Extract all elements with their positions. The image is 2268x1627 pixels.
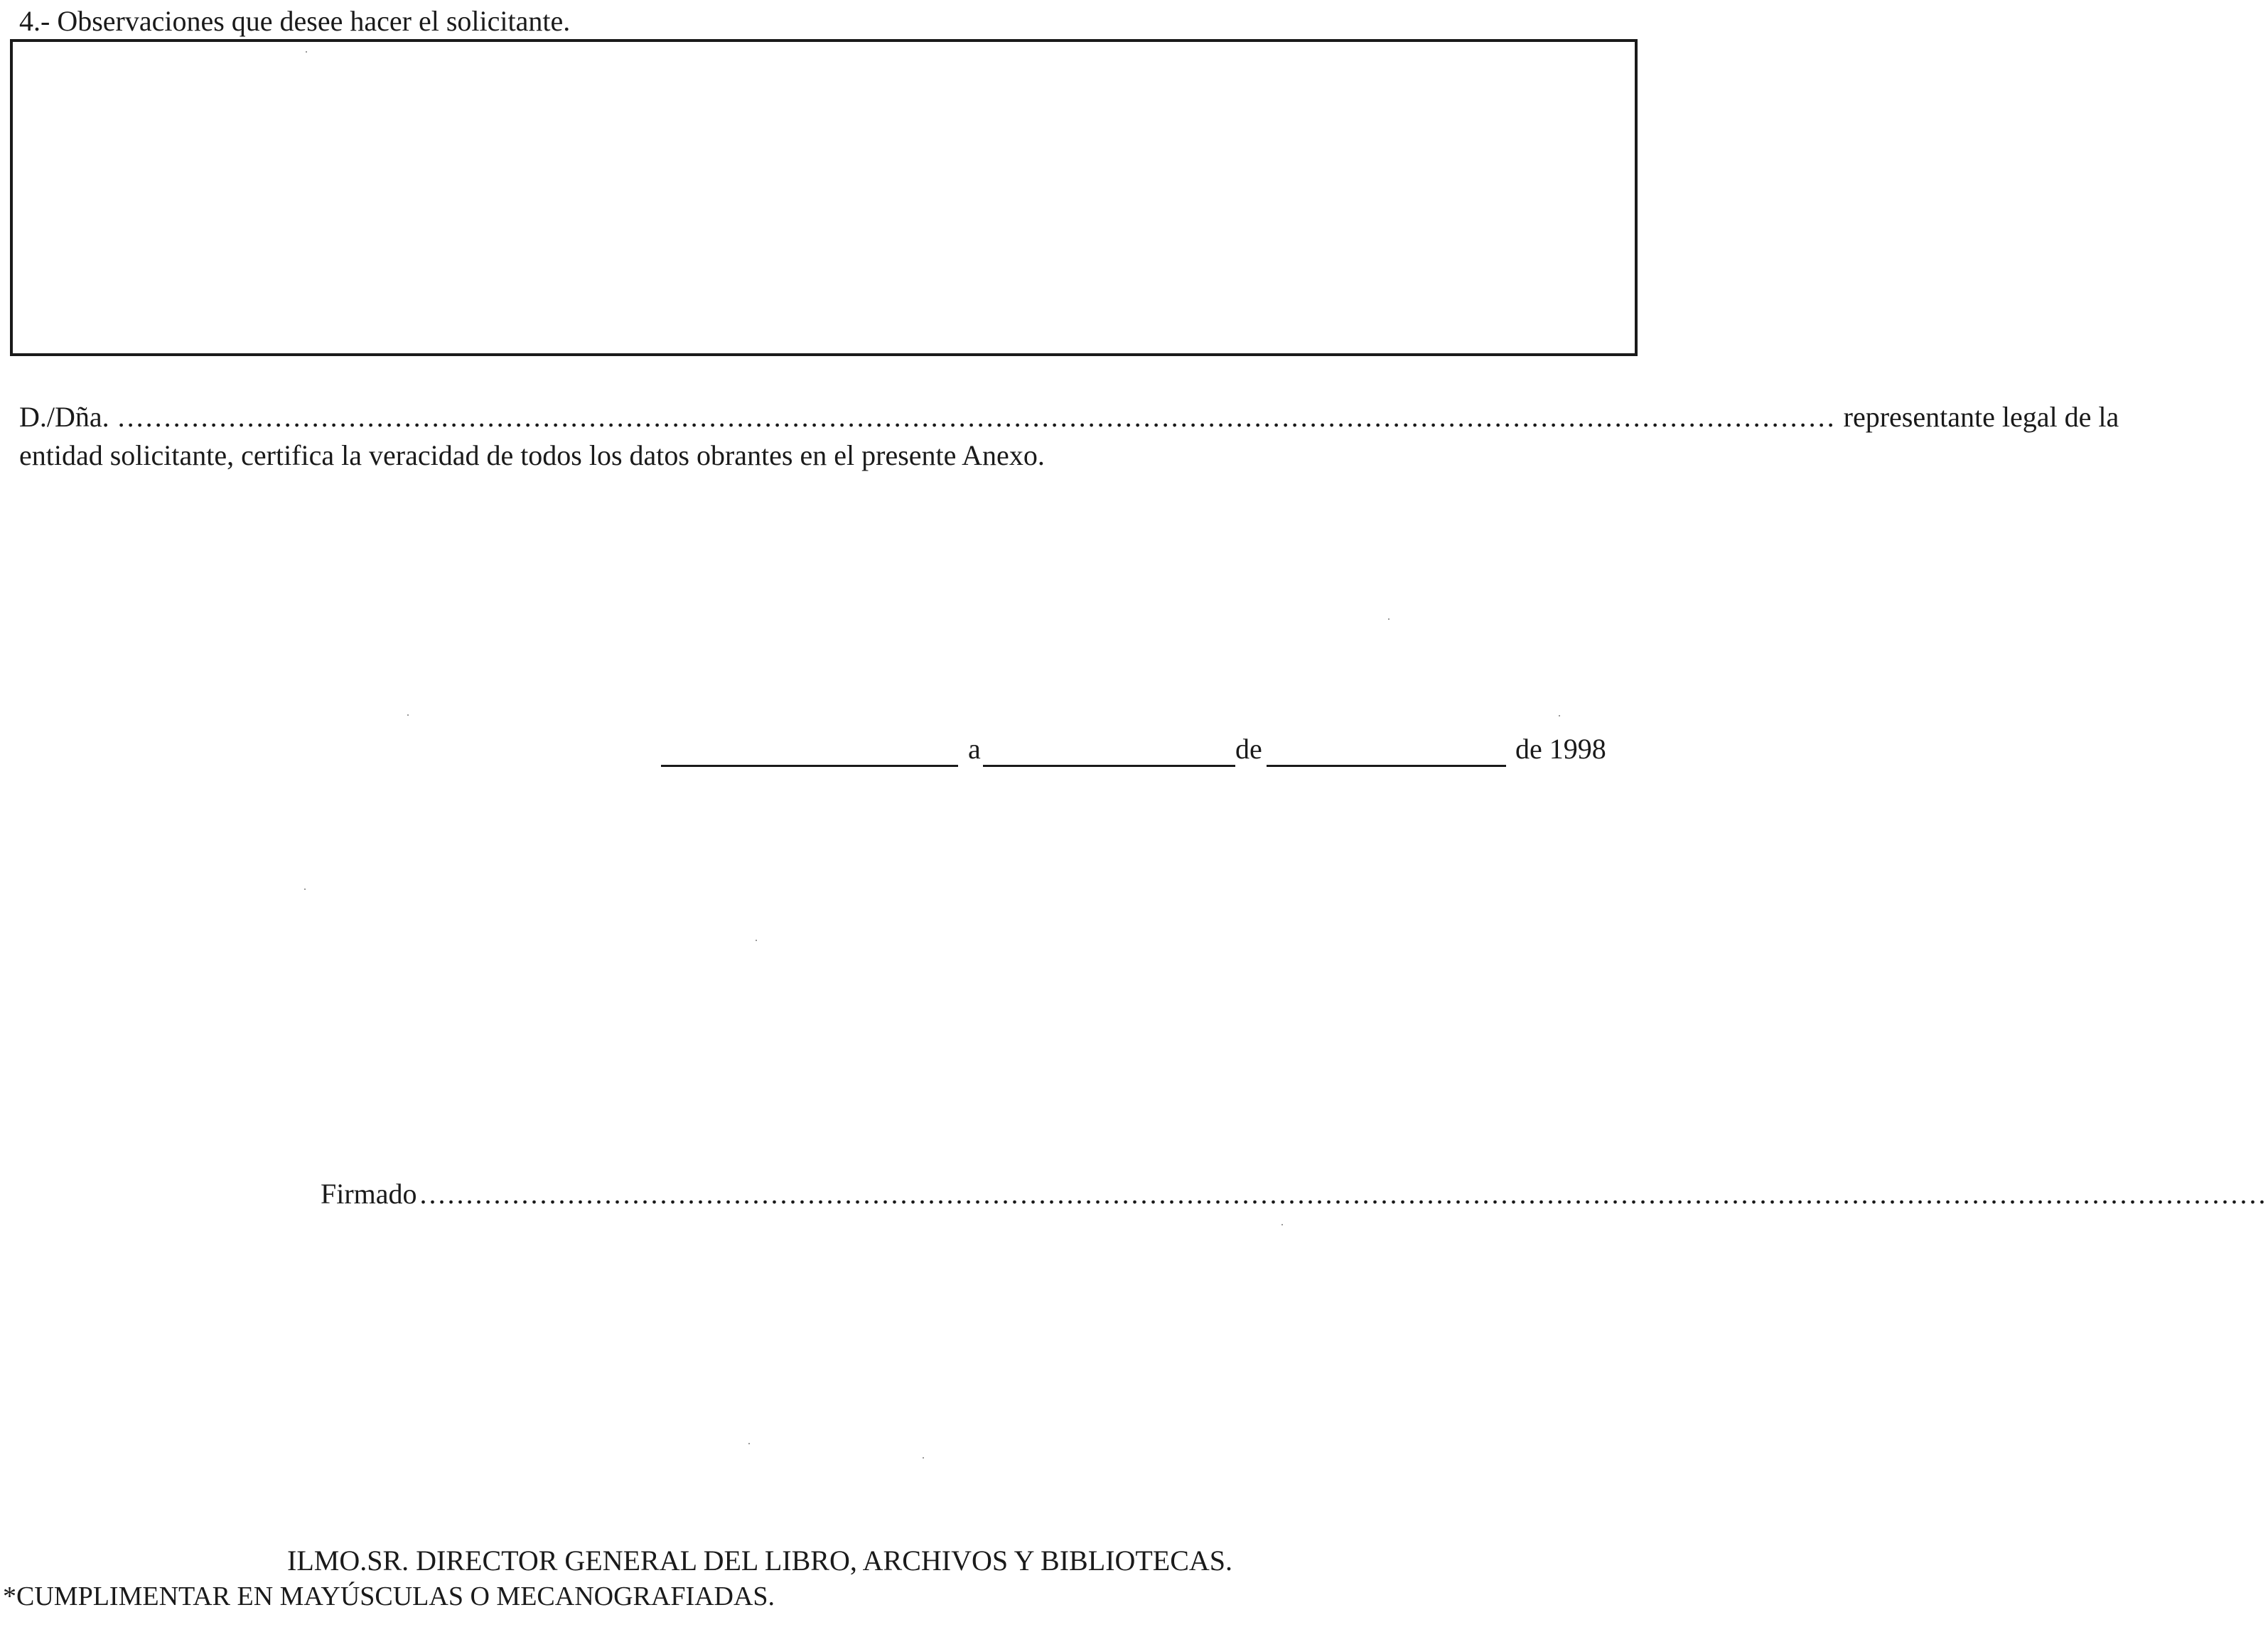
certification-line-1 xyxy=(19,400,2119,434)
scan-speck xyxy=(1559,715,1560,716)
scan-speck xyxy=(306,51,307,53)
date-a-label: a xyxy=(968,733,981,765)
certification-line-2: entidad solicitante, certifica la veracidad de todos los datos obrantes en el presente Anexo. xyxy=(19,439,1045,471)
date-year-label: de 1998 xyxy=(1515,733,1606,765)
scan-speck xyxy=(1388,618,1390,620)
date-de-label: de xyxy=(1235,733,1262,765)
scan-speck xyxy=(304,888,306,890)
signature-label: Firmado xyxy=(321,1178,417,1210)
section-heading: 4.- Observaciones que desee hacer el solicitante. xyxy=(19,5,571,37)
date-day-field[interactable] xyxy=(983,765,1235,767)
signature-field[interactable]: ........................................................................................................................................................................................................ xyxy=(419,1178,2268,1210)
representative-role-text: representante legal de la xyxy=(1843,401,2119,433)
addressee-line: ILMO.SR. DIRECTOR GENERAL DEL LIBRO, ARCHIVOS Y BIBLIOTECAS. xyxy=(287,1545,1233,1577)
scan-speck xyxy=(748,1443,750,1444)
signature-line xyxy=(321,1177,2268,1211)
date-place-field[interactable] xyxy=(661,765,958,767)
footnote: *CUMPLIMENTAR EN MAYÚSCULAS O MECANOGRAFIADAS. xyxy=(3,1582,775,1611)
scan-speck xyxy=(923,1457,924,1459)
honorific-label: D./Dña. xyxy=(19,401,109,433)
representative-name-field[interactable]: .......................................................................................................................................................................................... xyxy=(117,401,1837,433)
scan-speck xyxy=(1281,1224,1283,1225)
observations-input[interactable] xyxy=(13,42,1635,353)
date-month-field[interactable] xyxy=(1267,765,1506,767)
scan-speck xyxy=(756,940,757,941)
observations-box[interactable] xyxy=(10,39,1638,356)
scan-speck xyxy=(407,714,409,716)
